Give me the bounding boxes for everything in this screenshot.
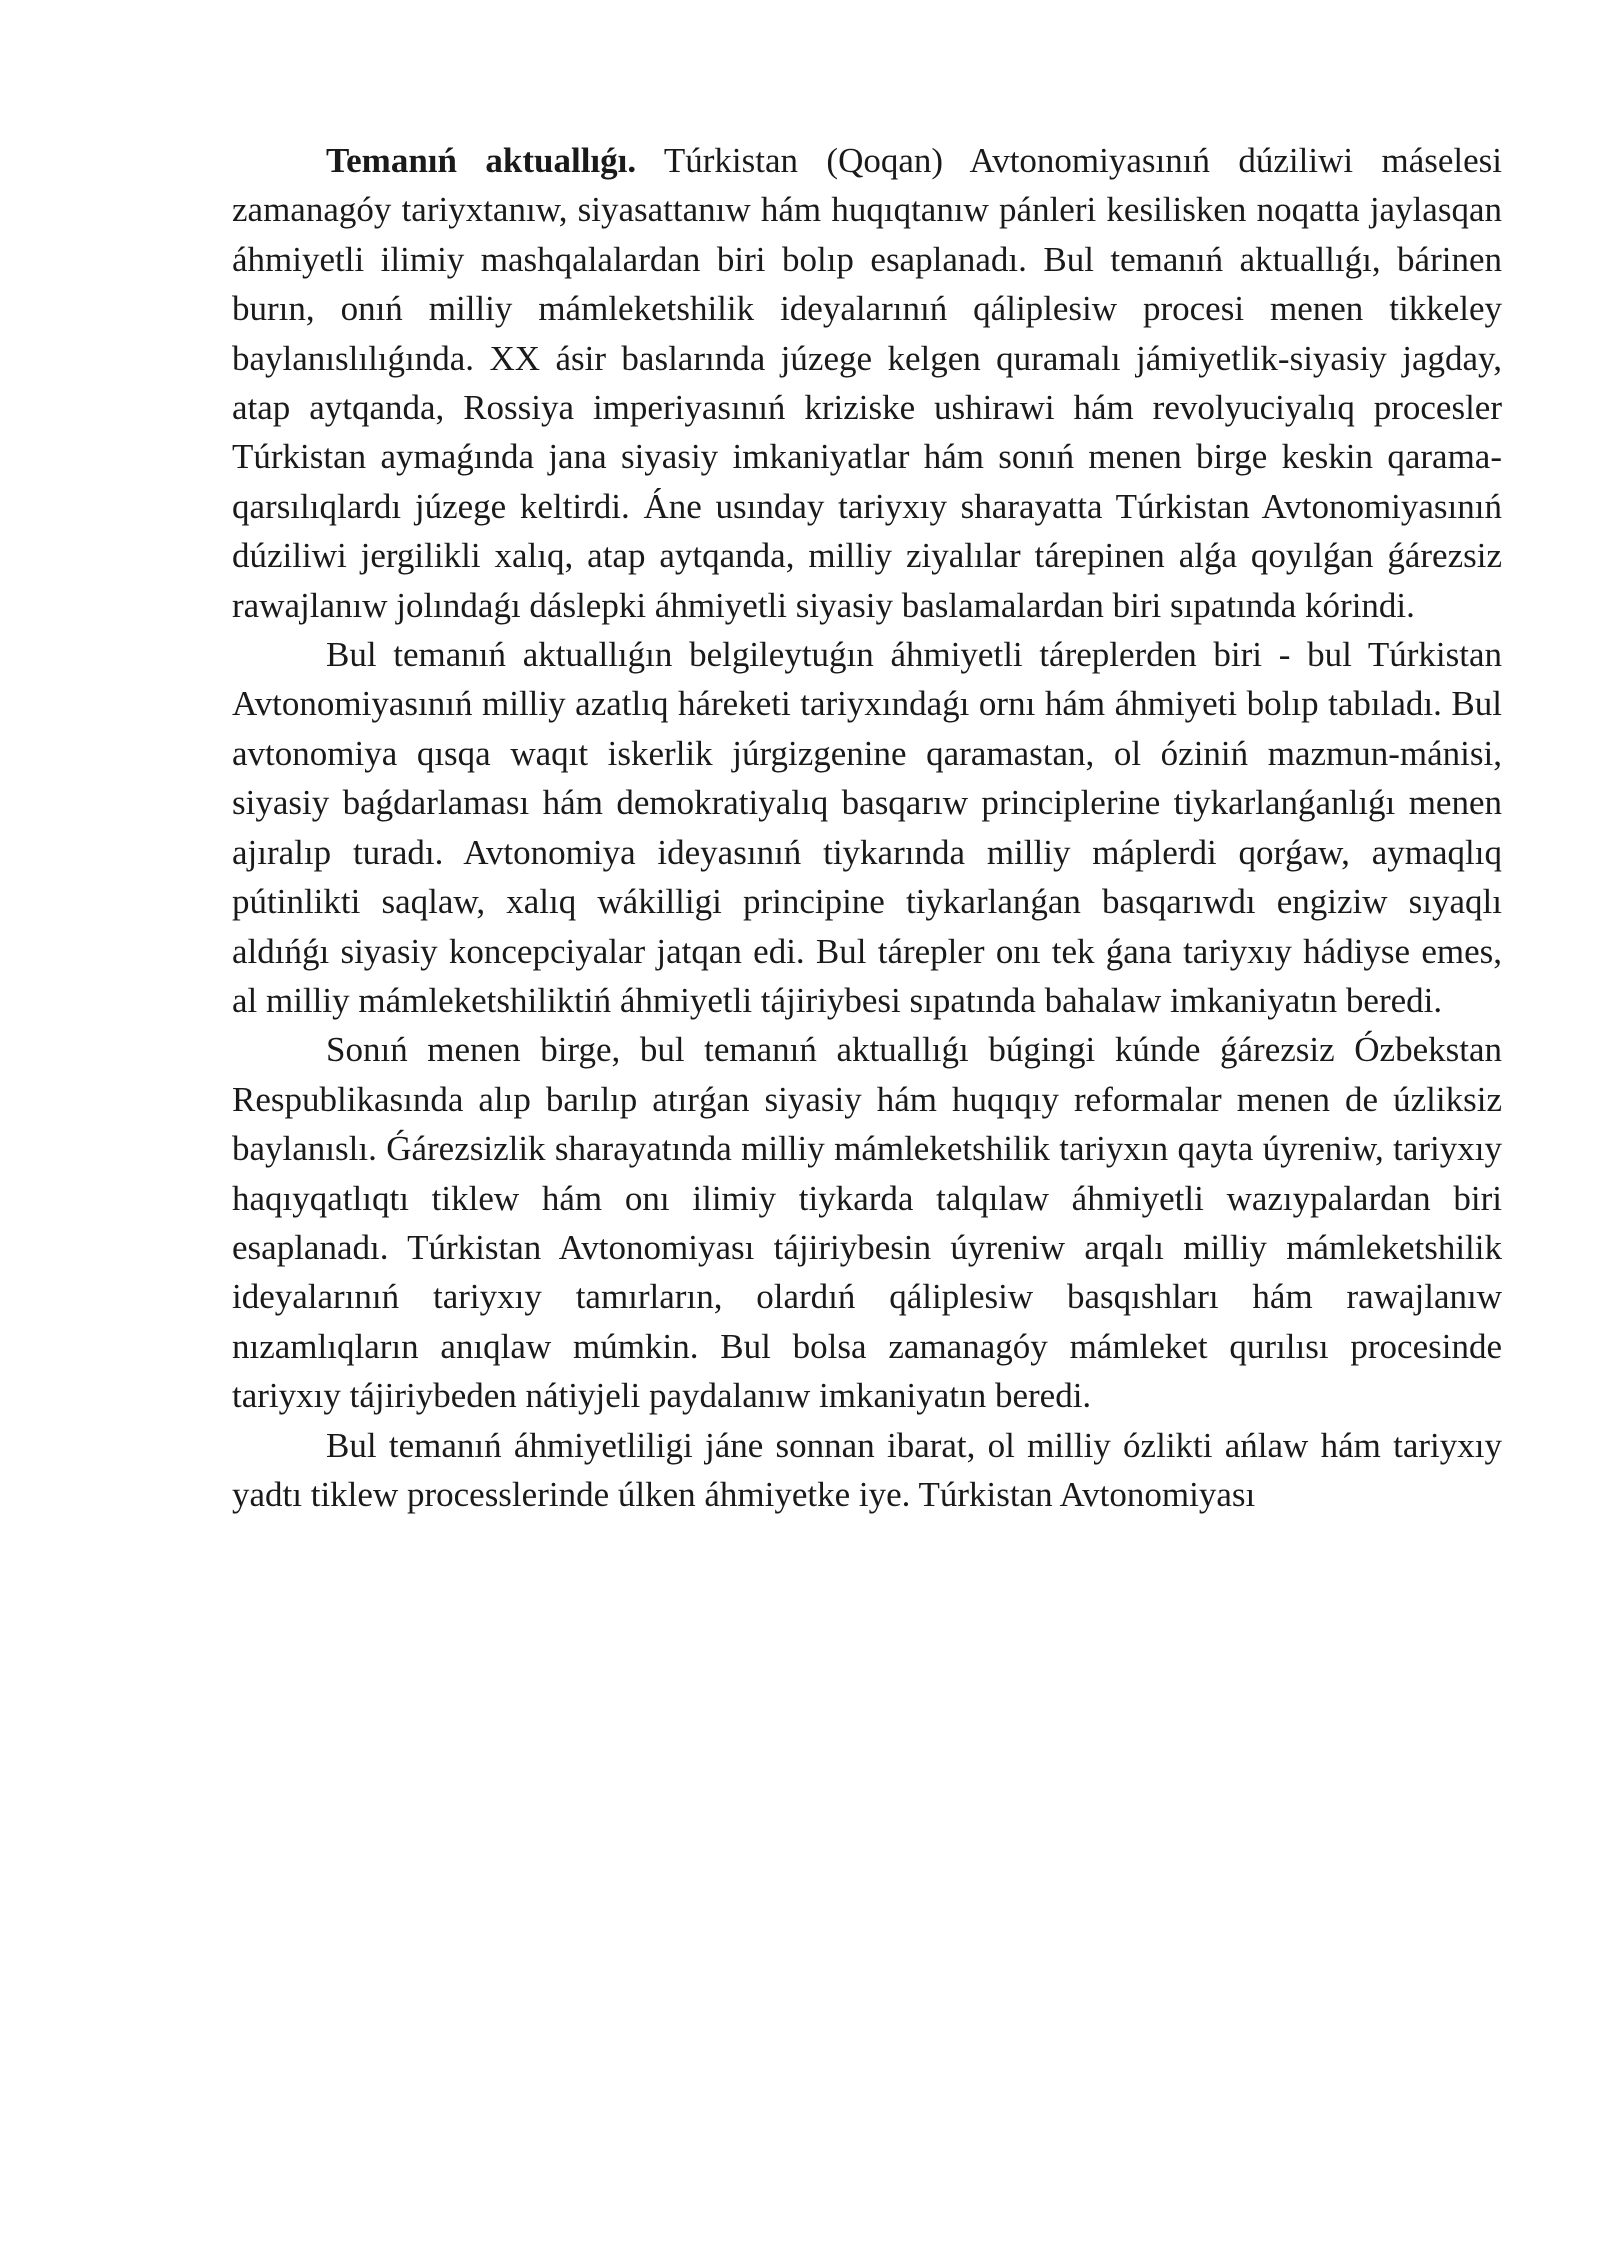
document-page (232, 136, 1502, 1519)
paragraph-text: Túrkistan (Qoqan) Avtonomiyasınıń dúziliwi máselesi zamanagóy tariyxtanıw, siyasattanıw hám huqıqtanıw pánleri kesilisken noqatta jaylasqan áhmiyetli ilimiy mashqalalardan biri bolıp esaplanadı. Bul temanıń aktuallıǵı, bárinen burın, onıń milliy mámleketshilik ideyalarınıń qáliplesiw procesi menen tikkeley baylanıslılıǵında. XX ásir baslarında júzege kelgen quramalı jámiyetlik-siyasiy jagday, atap aytqanda, Rossiya imperiyasınıń kriziske ushirawi hám revolyuciyalıq procesler Túrkistan aymaǵında jana siyasiy imkaniyatlar hám sonıń menen birge keskin qarama-qarsılıqlardı júzege keltirdi. Áne usınday tariyxıy sharayatta Túrkistan Avtonomiyasınıń dúziliwi jergilikli xalıq, atap aytqanda, milliy ziyalılar tárepinen alǵa qoyılǵan ǵárezsiz rawajlanıw jolındaǵı dáslepki áhmiyetli siyasiy baslamalardan biri sıpatında kórindi. (232, 141, 1503, 625)
section-heading: Temanıń aktuallıǵı. (326, 141, 637, 180)
paragraph: Bul temanıń aktuallıǵın belgileytuǵın áhmiyetli táreplerden biri - bul Túrkistan Avtonomiyasınıń milliy azatlıq háreketi tariyxındaǵı ornı hám áhmiyeti bolıp tabıladı. Bul avtonomiya qısqa waqıt iskerlik júrgizgenine qaramastan, ol óziniń mazmun-mánisi, siyasiy baǵdarlaması hám demokratiyalıq basqarıw principlerine tiykarlanǵanlıǵı menen ajıralıp turadı. Avtonomiya ideyasınıń tiykarında milliy máplerdi qorǵaw, aymaqlıq pútinlikti saqlaw, xalıq wákilligi principine tiykarlanǵan basqarıwdı engiziw sıyaqlı aldıńǵı siyasiy koncepciyalar jatqan edi. Bul tárepler onı tek ǵana tariyxıy hádiyse emes, al milliy mámleketshiliktiń áhmiyetli tájiriybesi sıpatında bahalaw imkaniyatın beredi. (232, 635, 1502, 1020)
paragraph: Bul temanıń áhmiyetliligi jáne sonnan ibarat, ol milliy ózlikti ańlaw hám tariyxıy yadtı tiklew processlerinde úlken áhmiyetke iye. Túrkistan Avtonomiyası (232, 1425, 1502, 1514)
paragraph-intro (232, 136, 1502, 630)
paragraph: Sonıń menen birge, bul temanıń aktuallıǵı búgingi kúnde ǵárezsiz Ózbekstan Respublikasında alıp barılıp atırǵan siyasiy hám huqıqıy reformalar menen de úzliksiz baylanıslı. Ǵárezsizlik sharayatında milliy mámleketshilik tariyxın qayta úyreniw, tariyxıy haqıyqatlıqtı tiklew hám onı ilimiy tiykarda talqılaw áhmiyetli wazıypalardan biri esaplanadı. Túrkistan Avtonomiyası tájiriybesin úyreniw arqalı milliy mámleketshilik ideyalarınıń tariyxıy tamırların, olardıń qáliplesiw basqıshları hám rawajlanıw nızamlıqların anıqlaw múmkin. Bul bolsa zamanagóy mámleket qurılısı procesinde tariyxıy tájiriybeden nátiyjeli paydalanıw imkaniyatın beredi. (232, 1030, 1502, 1416)
